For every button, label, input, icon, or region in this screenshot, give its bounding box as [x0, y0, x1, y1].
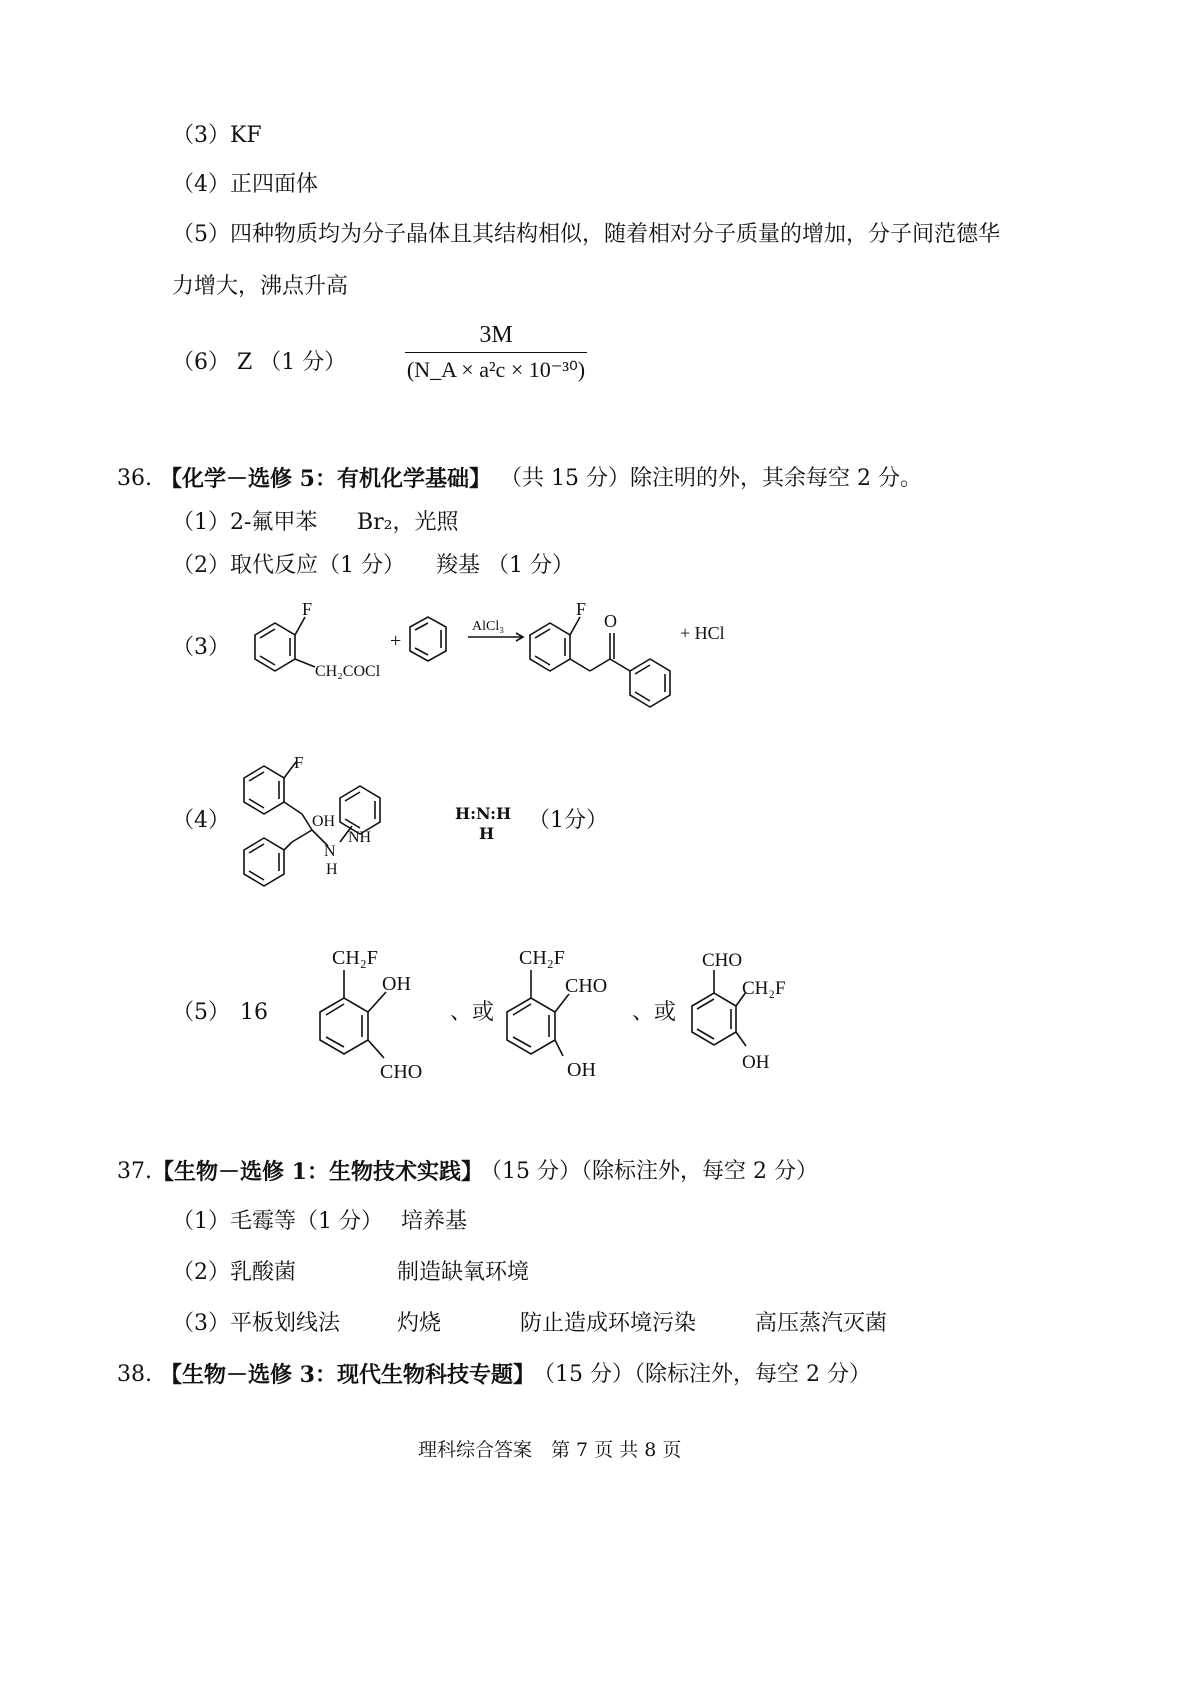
answer-37-3-b: 灼烧 [397, 1311, 442, 1336]
answer-37-3-a: （3）平板划线法 [172, 1311, 340, 1336]
answer-36-4-score: （1分） [528, 808, 608, 833]
friedel-crafts-reaction [240, 595, 760, 705]
isomer-count: 16 [240, 1000, 268, 1025]
isomer1-oh: OH [382, 973, 411, 995]
answer-36-2-label: （2） [172, 553, 230, 578]
plus-sign: + [390, 630, 402, 652]
answer-35-5-line2: 力增大，沸点升高 [172, 274, 349, 299]
q36-title: 【化学－选修 5：有机化学基础】 [160, 466, 491, 492]
formula-denominator: (N_A × a²c × 10⁻³⁰) [406, 357, 586, 382]
q36-instructions: （共 15 分）除注明的外，其余每空 2 分。 [500, 466, 922, 491]
isomer2-oh: OH [567, 1059, 596, 1081]
answer-37-1-b: 培养基 [401, 1209, 468, 1234]
isomer-structure-1 [310, 940, 450, 1083]
answer-37-2-b: 制造缺氧环境 [397, 1260, 530, 1285]
answer-36-1-b: Br₂，光照 [357, 510, 459, 535]
ammonia-lewis-top: H:N:H [455, 804, 512, 823]
answer-36-4-label: （4） [172, 808, 230, 833]
f-atom: F [294, 753, 304, 772]
ammonia-lewis-bottom: H [479, 824, 495, 843]
answer-37-3-d: 高压蒸汽灭菌 [755, 1311, 888, 1336]
fluorophenyl-ring [244, 766, 284, 814]
isomer3-oh: OH [742, 1052, 770, 1073]
isomer-structure-3 [682, 940, 812, 1080]
product-ring-2 [630, 659, 670, 707]
phenyl-ring-bottom [244, 838, 284, 886]
answer-35-5-line1: （5）四种物质均为分子晶体且其结构相似，随着相对分子质量的增加，分子间范德华 [172, 222, 1000, 247]
isomer-structure-2 [497, 940, 637, 1080]
oxygen-label: O [604, 611, 617, 631]
benzene-ring-1 [255, 623, 295, 671]
fluorine-label-2: F [576, 599, 587, 619]
formula-numerator: 3M [479, 322, 513, 348]
hydrazine-adduct-structure [236, 752, 416, 892]
isomer1-ch2f: CH₂F [332, 947, 378, 969]
isomer1-ring [320, 998, 368, 1054]
fluorine-label-1: F [302, 599, 313, 619]
answer-36-3-label: （3） [172, 635, 230, 660]
isomer1-cho: CHO [380, 1061, 423, 1083]
phenyl-ring-top-right [340, 786, 380, 834]
q37-title: 【生物－选修 1：生物技术实践】 [152, 1159, 483, 1185]
n-atom: N [324, 843, 336, 860]
answer-36-5-label: （5） [172, 1000, 230, 1025]
isomer3-ring [692, 993, 736, 1045]
answer-35-3: （3）KF [172, 123, 262, 148]
nh-group: NH [348, 829, 372, 846]
answer-36-1-a: 2-氟甲苯 [230, 510, 318, 535]
q38-number: 38. [117, 1362, 152, 1387]
page-footer: 理科综合答案 第 7 页 共 8 页 [418, 1439, 682, 1461]
isomer3-cho: CHO [702, 950, 743, 971]
product-ring-1 [530, 623, 570, 671]
answer-37-1-a: （1）毛霉等（1 分） [172, 1209, 383, 1234]
h-atom: H [326, 861, 338, 878]
q38-instructions: （15 分）（除标注外，每空 2 分） [533, 1362, 871, 1387]
oh-group: OH [312, 813, 336, 830]
isomer-separator-2: 、或 [632, 1000, 677, 1025]
catalyst-label: AlCl₃ [472, 619, 505, 634]
isomer2-cho: CHO [565, 975, 608, 997]
answer-36-1-label: （1） [172, 510, 230, 535]
isomer2-ch2f: CH₂F [519, 947, 565, 969]
fraction-bar [405, 352, 587, 353]
hcl-label: + HCl [680, 623, 725, 643]
q37-instructions: （15 分）（除标注外，每空 2 分） [480, 1159, 818, 1184]
density-formula [405, 322, 587, 383]
answer-37-3-c: 防止造成环境污染 [520, 1311, 697, 1336]
q37-number: 37. [117, 1159, 152, 1184]
answer-36-2-b: 羧基 （1 分） [436, 553, 574, 578]
isomer-separator-1: 、或 [450, 1000, 495, 1025]
isomer2-ring [507, 998, 555, 1054]
answer-37-2-a: （2）乳酸菌 [172, 1260, 296, 1285]
acyl-chloride-label: CH₂COCl [315, 663, 381, 680]
answer-36-2-a: 取代反应（1 分） [230, 553, 405, 578]
isomer3-ch2f: CH₂F [742, 978, 786, 999]
answer-35-6: （6） Z （1 分） [172, 350, 347, 375]
q38-title: 【生物－选修 3：现代生物科技专题】 [160, 1362, 535, 1388]
q36-number: 36. [117, 466, 152, 491]
answer-35-4: （4）正四面体 [172, 172, 318, 197]
